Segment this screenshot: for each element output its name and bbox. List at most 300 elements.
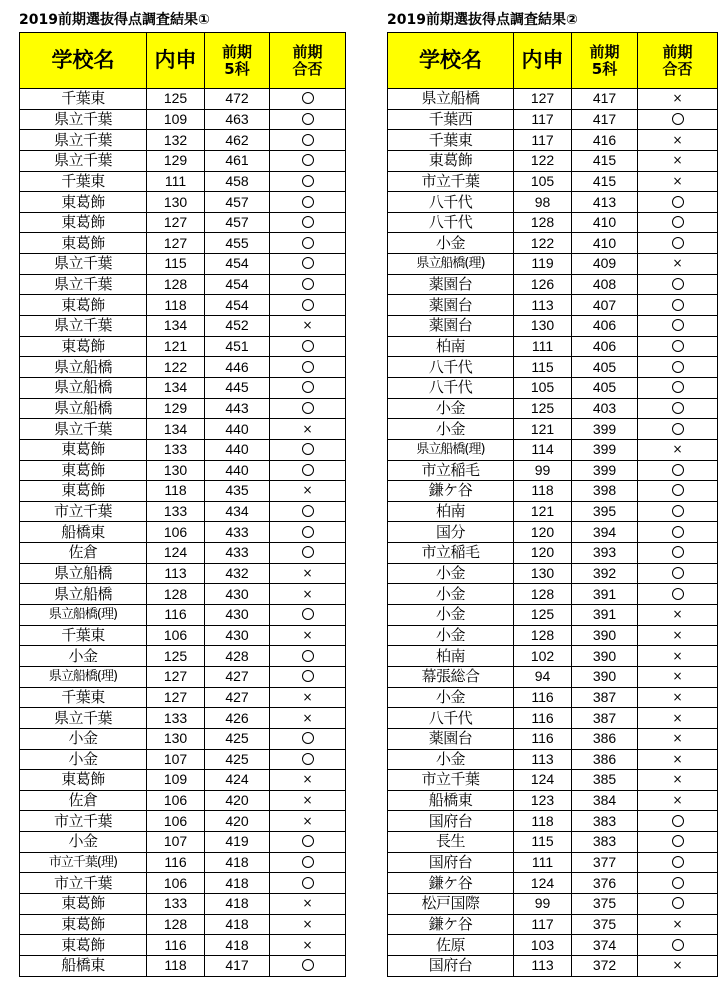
cell-score: 391 — [572, 584, 638, 605]
fail-cross-icon: × — [302, 937, 313, 952]
cell-naishin: 134 — [147, 419, 205, 440]
cell-school: 東葛飾 — [20, 212, 147, 233]
pass-circle-icon — [672, 835, 684, 847]
cell-score: 454 — [205, 254, 270, 275]
table-row — [388, 543, 718, 564]
cell-naishin: 121 — [514, 501, 572, 522]
cell-naishin: 117 — [514, 130, 572, 151]
cell-result — [638, 873, 718, 894]
header-zenki2-label: 前期 — [662, 43, 693, 61]
cell-school: 市立稲毛 — [388, 460, 514, 481]
header-school: 学校名 — [388, 33, 514, 89]
table-row — [388, 336, 718, 357]
pass-circle-icon — [672, 361, 684, 373]
cell-score: 386 — [572, 728, 638, 749]
cell-score: 420 — [205, 790, 270, 811]
cell-result — [638, 171, 718, 192]
pass-circle-icon — [672, 381, 684, 393]
cell-naishin: 105 — [514, 171, 572, 192]
pass-circle-icon — [302, 526, 314, 538]
cell-score: 384 — [572, 790, 638, 811]
cell-result — [270, 233, 346, 254]
pass-circle-icon — [672, 484, 684, 496]
cell-score: 415 — [572, 150, 638, 171]
table-row — [20, 109, 346, 130]
pass-circle-icon — [302, 92, 314, 104]
cell-result — [270, 584, 346, 605]
pass-circle-icon — [302, 443, 314, 455]
table-row — [388, 605, 718, 626]
panel-title: 2019前期選抜得点調査結果② — [387, 12, 578, 28]
cell-school: 県立船橋(理) — [20, 666, 147, 687]
table-row — [20, 914, 346, 935]
fail-cross-icon: × — [672, 173, 683, 188]
cell-result — [638, 563, 718, 584]
cell-school: 八千代 — [388, 212, 514, 233]
cell-school: 県立千葉 — [20, 254, 147, 275]
table-row — [20, 274, 346, 295]
results-panel-2 — [387, 8, 718, 977]
pass-circle-icon — [302, 608, 314, 620]
cell-result — [270, 109, 346, 130]
table-row — [388, 109, 718, 130]
pass-circle-icon — [302, 278, 314, 290]
table-row — [20, 873, 346, 894]
cell-score: 374 — [572, 935, 638, 956]
table-row — [20, 481, 346, 502]
cell-result — [638, 893, 718, 914]
cell-naishin: 128 — [514, 212, 572, 233]
cell-result — [638, 130, 718, 151]
table-row — [20, 811, 346, 832]
cell-score: 399 — [572, 419, 638, 440]
cell-school: 長生 — [388, 832, 514, 853]
cell-school: 県立千葉 — [20, 130, 147, 151]
cell-result — [638, 687, 718, 708]
cell-score: 417 — [572, 89, 638, 110]
table-row — [20, 439, 346, 460]
cell-result — [270, 914, 346, 935]
table-row — [20, 377, 346, 398]
results-table-1 — [19, 32, 346, 977]
cell-result — [638, 955, 718, 976]
cell-school: 東葛飾 — [20, 893, 147, 914]
cell-school: 東葛飾 — [20, 233, 147, 254]
fail-cross-icon: × — [302, 772, 313, 787]
cell-result — [270, 852, 346, 873]
cell-result — [638, 522, 718, 543]
header-zenki-5ka — [205, 33, 270, 89]
header-row — [388, 33, 718, 89]
cell-result — [270, 708, 346, 729]
cell-school: 国分 — [388, 522, 514, 543]
cell-score: 391 — [572, 605, 638, 626]
table-row — [388, 646, 718, 667]
cell-naishin: 133 — [147, 439, 205, 460]
cell-school: 千葉西 — [388, 109, 514, 130]
fail-cross-icon: × — [302, 627, 313, 642]
table-row — [388, 316, 718, 337]
cell-score: 405 — [572, 377, 638, 398]
cell-school: 東葛飾 — [20, 439, 147, 460]
table-row — [388, 295, 718, 316]
cell-school: 薬園台 — [388, 728, 514, 749]
cell-result — [638, 377, 718, 398]
fail-cross-icon: × — [302, 916, 313, 931]
cell-result — [270, 316, 346, 337]
cell-result — [638, 439, 718, 460]
fail-cross-icon: × — [672, 751, 683, 766]
cell-naishin: 134 — [147, 377, 205, 398]
table-row — [20, 832, 346, 853]
cell-naishin: 118 — [147, 295, 205, 316]
pass-circle-icon — [302, 650, 314, 662]
cell-score: 376 — [572, 873, 638, 894]
cell-score: 403 — [572, 398, 638, 419]
header-naishin: 内申 — [147, 33, 205, 89]
cell-naishin: 124 — [147, 543, 205, 564]
cell-result — [270, 481, 346, 502]
cell-naishin: 133 — [147, 501, 205, 522]
cell-school: 県立船橋(理) — [388, 254, 514, 275]
cell-score: 435 — [205, 481, 270, 502]
cell-naishin: 111 — [147, 171, 205, 192]
cell-result — [638, 749, 718, 770]
table-row — [388, 439, 718, 460]
cell-naishin: 111 — [514, 336, 572, 357]
table-row — [20, 666, 346, 687]
fail-cross-icon: × — [302, 813, 313, 828]
cell-score: 472 — [205, 89, 270, 110]
cell-naishin: 122 — [514, 233, 572, 254]
table-row — [388, 89, 718, 110]
cell-result — [638, 336, 718, 357]
table-row — [20, 625, 346, 646]
cell-school: 小金 — [388, 398, 514, 419]
cell-score: 419 — [205, 832, 270, 853]
table-row — [388, 708, 718, 729]
header-goi-label: 合否 — [662, 59, 693, 78]
table-row — [388, 274, 718, 295]
table-row — [388, 832, 718, 853]
header-naishin: 内申 — [514, 33, 572, 89]
cell-result — [638, 233, 718, 254]
cell-result — [638, 419, 718, 440]
table-row — [388, 873, 718, 894]
cell-score: 399 — [572, 460, 638, 481]
table-row — [20, 89, 346, 110]
table-row — [20, 605, 346, 626]
table-row — [20, 687, 346, 708]
pass-circle-icon — [672, 237, 684, 249]
pass-circle-icon — [302, 257, 314, 269]
cell-school: 県立千葉 — [20, 150, 147, 171]
cell-result — [270, 687, 346, 708]
table-row — [388, 419, 718, 440]
pass-circle-icon — [302, 196, 314, 208]
cell-score: 458 — [205, 171, 270, 192]
table-row — [20, 150, 346, 171]
cell-result — [638, 666, 718, 687]
header-row — [20, 33, 346, 89]
cell-naishin: 122 — [514, 150, 572, 171]
cell-school: 佐原 — [388, 935, 514, 956]
table-row — [20, 646, 346, 667]
table-row — [388, 357, 718, 378]
cell-school: 東葛飾 — [20, 935, 147, 956]
cell-result — [270, 150, 346, 171]
cell-score: 408 — [572, 274, 638, 295]
cell-naishin: 125 — [147, 89, 205, 110]
cell-naishin: 98 — [514, 192, 572, 213]
cell-result — [638, 89, 718, 110]
cell-naishin: 128 — [147, 914, 205, 935]
header-zenki2-label: 前期 — [292, 43, 323, 61]
table-row — [388, 687, 718, 708]
cell-school: 松戸国際 — [388, 893, 514, 914]
pass-circle-icon — [672, 278, 684, 290]
cell-naishin: 133 — [147, 708, 205, 729]
cell-score: 399 — [572, 439, 638, 460]
cell-school: 柏南 — [388, 501, 514, 522]
pass-circle-icon — [672, 319, 684, 331]
cell-school: 小金 — [388, 687, 514, 708]
table-row — [388, 481, 718, 502]
cell-result — [270, 770, 346, 791]
cell-result — [270, 543, 346, 564]
cell-score: 375 — [572, 914, 638, 935]
cell-result — [638, 728, 718, 749]
cell-result — [638, 481, 718, 502]
cell-naishin: 121 — [147, 336, 205, 357]
cell-school: 船橋東 — [20, 955, 147, 976]
fail-cross-icon: × — [302, 896, 313, 911]
fail-cross-icon: × — [672, 731, 683, 746]
cell-school: 小金 — [388, 625, 514, 646]
cell-result — [638, 708, 718, 729]
cell-result — [270, 377, 346, 398]
cell-naishin: 118 — [514, 811, 572, 832]
cell-school: 小金 — [20, 832, 147, 853]
cell-result — [638, 109, 718, 130]
table-row — [20, 460, 346, 481]
fail-cross-icon: × — [672, 772, 683, 787]
header-zenki-label: 前期 — [589, 43, 620, 61]
cell-naishin: 123 — [514, 790, 572, 811]
cell-result — [270, 832, 346, 853]
table-row — [388, 893, 718, 914]
cell-school: 薬園台 — [388, 316, 514, 337]
table-row — [388, 770, 718, 791]
cell-naishin: 115 — [514, 832, 572, 853]
cell-school: 小金 — [20, 646, 147, 667]
cell-score: 413 — [572, 192, 638, 213]
cell-score: 454 — [205, 295, 270, 316]
results-table-2 — [387, 32, 718, 977]
cell-score: 410 — [572, 233, 638, 254]
cell-school: 県立千葉 — [20, 708, 147, 729]
cell-result — [638, 770, 718, 791]
table-row — [20, 130, 346, 151]
cell-result — [638, 914, 718, 935]
cell-school: 船橋東 — [20, 522, 147, 543]
fail-cross-icon: × — [302, 318, 313, 333]
cell-naishin: 134 — [147, 316, 205, 337]
cell-naishin: 116 — [514, 708, 572, 729]
pass-circle-icon — [302, 154, 314, 166]
table-row — [20, 295, 346, 316]
pass-circle-icon — [302, 732, 314, 744]
cell-school: 県立船橋 — [20, 398, 147, 419]
cell-naishin: 117 — [514, 914, 572, 935]
cell-score: 418 — [205, 893, 270, 914]
cell-naishin: 114 — [514, 439, 572, 460]
cell-score: 383 — [572, 832, 638, 853]
pass-circle-icon — [672, 526, 684, 538]
table-row — [20, 543, 346, 564]
fail-cross-icon: × — [672, 91, 683, 106]
cell-school: 東葛飾 — [20, 481, 147, 502]
cell-score: 445 — [205, 377, 270, 398]
pass-circle-icon — [672, 856, 684, 868]
cell-school: 佐倉 — [20, 543, 147, 564]
fail-cross-icon: × — [302, 586, 313, 601]
pass-circle-icon — [302, 381, 314, 393]
cell-naishin: 130 — [514, 563, 572, 584]
cell-score: 430 — [205, 625, 270, 646]
cell-naishin: 116 — [514, 728, 572, 749]
pass-circle-icon — [302, 299, 314, 311]
table-row — [20, 522, 346, 543]
cell-naishin: 116 — [514, 687, 572, 708]
cell-result — [638, 935, 718, 956]
cell-school: 薬園台 — [388, 274, 514, 295]
cell-score: 405 — [572, 357, 638, 378]
table-row — [388, 852, 718, 873]
cell-score: 387 — [572, 687, 638, 708]
cell-result — [638, 790, 718, 811]
pass-circle-icon — [672, 567, 684, 579]
cell-score: 390 — [572, 666, 638, 687]
cell-school: 県立千葉 — [20, 316, 147, 337]
cell-score: 372 — [572, 955, 638, 976]
cell-score: 440 — [205, 419, 270, 440]
cell-result — [638, 646, 718, 667]
table-row — [388, 811, 718, 832]
pass-circle-icon — [302, 464, 314, 476]
cell-school: 国府台 — [388, 852, 514, 873]
fail-cross-icon: × — [672, 958, 683, 973]
cell-naishin: 106 — [147, 790, 205, 811]
cell-score: 375 — [572, 893, 638, 914]
table-row — [388, 625, 718, 646]
cell-score: 433 — [205, 522, 270, 543]
cell-school: 市立千葉 — [20, 873, 147, 894]
cell-naishin: 126 — [514, 274, 572, 295]
cell-school: 八千代 — [388, 192, 514, 213]
table-row — [388, 728, 718, 749]
pass-circle-icon — [302, 505, 314, 517]
pass-circle-icon — [302, 835, 314, 847]
cell-naishin: 94 — [514, 666, 572, 687]
cell-score: 427 — [205, 666, 270, 687]
cell-score: 424 — [205, 770, 270, 791]
cell-school: 県立船橋 — [20, 377, 147, 398]
cell-result — [270, 212, 346, 233]
cell-result — [638, 625, 718, 646]
cell-score: 457 — [205, 192, 270, 213]
cell-result — [270, 192, 346, 213]
cell-school: 東葛飾 — [20, 192, 147, 213]
cell-naishin: 113 — [147, 563, 205, 584]
cell-score: 440 — [205, 460, 270, 481]
cell-score: 434 — [205, 501, 270, 522]
fail-cross-icon: × — [302, 421, 313, 436]
fail-cross-icon: × — [672, 607, 683, 622]
cell-score: 418 — [205, 935, 270, 956]
cell-result — [270, 873, 346, 894]
cell-naishin: 116 — [147, 605, 205, 626]
pass-circle-icon — [672, 196, 684, 208]
table-row — [388, 171, 718, 192]
cell-result — [270, 439, 346, 460]
cell-school: 鎌ケ谷 — [388, 914, 514, 935]
pass-circle-icon — [672, 897, 684, 909]
cell-naishin: 99 — [514, 893, 572, 914]
cell-school: 小金 — [388, 749, 514, 770]
cell-school: 小金 — [388, 605, 514, 626]
fail-cross-icon: × — [672, 256, 683, 271]
cell-score: 428 — [205, 646, 270, 667]
cell-score: 446 — [205, 357, 270, 378]
table-row — [20, 893, 346, 914]
cell-naishin: 113 — [514, 955, 572, 976]
cell-naishin: 109 — [147, 109, 205, 130]
panel-title: 2019前期選抜得点調査結果① — [19, 12, 210, 28]
pass-circle-icon — [302, 402, 314, 414]
cell-score: 451 — [205, 336, 270, 357]
fail-cross-icon: × — [672, 689, 683, 704]
cell-school: 東葛飾 — [20, 295, 147, 316]
cell-naishin: 130 — [147, 460, 205, 481]
cell-score: 426 — [205, 708, 270, 729]
cell-result — [270, 625, 346, 646]
cell-school: 千葉東 — [20, 625, 147, 646]
cell-naishin: 105 — [514, 377, 572, 398]
cell-naishin: 128 — [514, 584, 572, 605]
cell-score: 440 — [205, 439, 270, 460]
cell-school: 市立稲毛 — [388, 543, 514, 564]
pass-circle-icon — [672, 877, 684, 889]
cell-score: 398 — [572, 481, 638, 502]
fail-cross-icon: × — [672, 669, 683, 684]
table-row — [20, 770, 346, 791]
fail-cross-icon: × — [672, 153, 683, 168]
fail-cross-icon: × — [302, 793, 313, 808]
table-row — [388, 233, 718, 254]
fail-cross-icon: × — [672, 916, 683, 931]
cell-school: 県立船橋 — [20, 584, 147, 605]
cell-result — [638, 274, 718, 295]
pass-circle-icon — [302, 959, 314, 971]
cell-result — [270, 460, 346, 481]
pass-circle-icon — [302, 175, 314, 187]
cell-school: 市立千葉 — [20, 501, 147, 522]
cell-naishin: 116 — [147, 852, 205, 873]
cell-school: 小金 — [20, 728, 147, 749]
cell-naishin: 111 — [514, 852, 572, 873]
table-row — [388, 584, 718, 605]
